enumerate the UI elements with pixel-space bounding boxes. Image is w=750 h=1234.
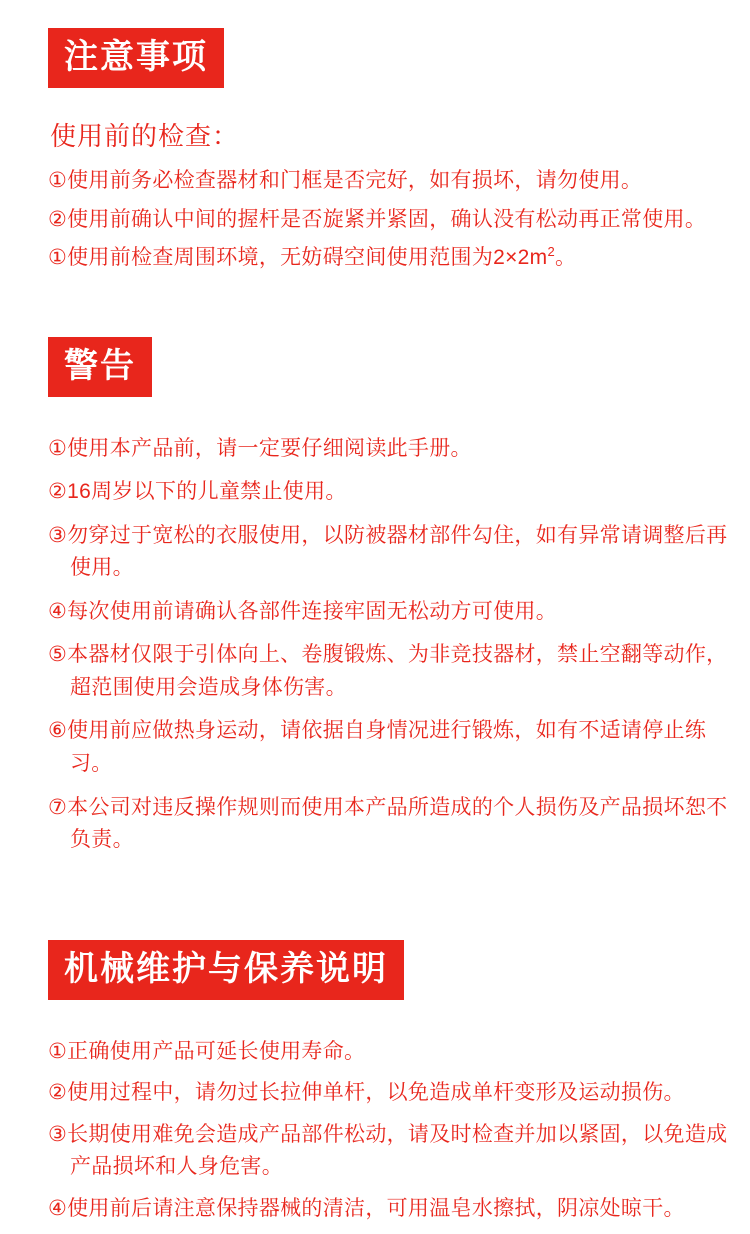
maintenance-list (48, 1036, 728, 1226)
section-heading: 机械维护与保养说明 (48, 940, 404, 1000)
superscript-two: 2 (547, 244, 555, 260)
precautions-list (48, 165, 728, 275)
section-maintenance (48, 868, 728, 1226)
list-item: ①使用本产品前，请一定要仔细阅读此手册。 (48, 436, 472, 460)
warnings-list (48, 433, 728, 857)
list-item: ④使用前后请注意保持器械的清洁，可用温皂水擦拭，阴凉处晾干。 (48, 1196, 685, 1220)
section-heading: 警告 (48, 337, 152, 397)
list-item: ④每次使用前请确认各部件连接牢固无松动方可使用。 (48, 599, 558, 623)
list-item: ②16周岁以下的儿童禁止使用。 (48, 480, 347, 504)
section-heading: 注意事项 (48, 28, 224, 88)
list-item: ①正确使用产品可延长使用寿命。 (48, 1039, 366, 1063)
list-item: ③勿穿过于宽松的衣服使用，以防被器材部件勾住，如有异常请调整后再使用。 (48, 523, 728, 580)
list-item: ①使用前务必检查器材和门框是否完好，如有损坏，请勿使用。 (48, 169, 643, 192)
list-item: ⑤本器材仅限于引体向上、卷腹锻炼、为非竞技器材，禁止空翻等动作，超范围使用会造成身体伤害。 (48, 643, 728, 699)
section-precautions (48, 0, 728, 275)
list-item: ②使用过程中，请勿过长拉伸单杆，以免造成单杆变形及运动损伤。 (48, 1081, 685, 1105)
list-item: ⑥使用前应做热身运动，请依据自身情况进行锻炼，如有不适请停止练习。 (48, 719, 707, 776)
list-item: ⑦本公司对违反操作规则而使用本产品所造成的个人损伤及产品损坏恕不负责。 (48, 795, 728, 852)
section-warnings (48, 281, 728, 857)
list-item: ③长期使用难免会造成产品部件松动，请及时检查并加以紧固，以免造成产品损坏和人身危害。 (48, 1122, 728, 1179)
section-subheading: 使用前的检查： (50, 121, 240, 151)
list-item: ②使用前确认中间的握杆是否旋紧并紧固，确认没有松动再正常使用。 (48, 207, 707, 231)
list-item: ①使用前检查周围环境，无妨碍空间使用范围为$2\times 2m^2$。 (48, 244, 577, 270)
